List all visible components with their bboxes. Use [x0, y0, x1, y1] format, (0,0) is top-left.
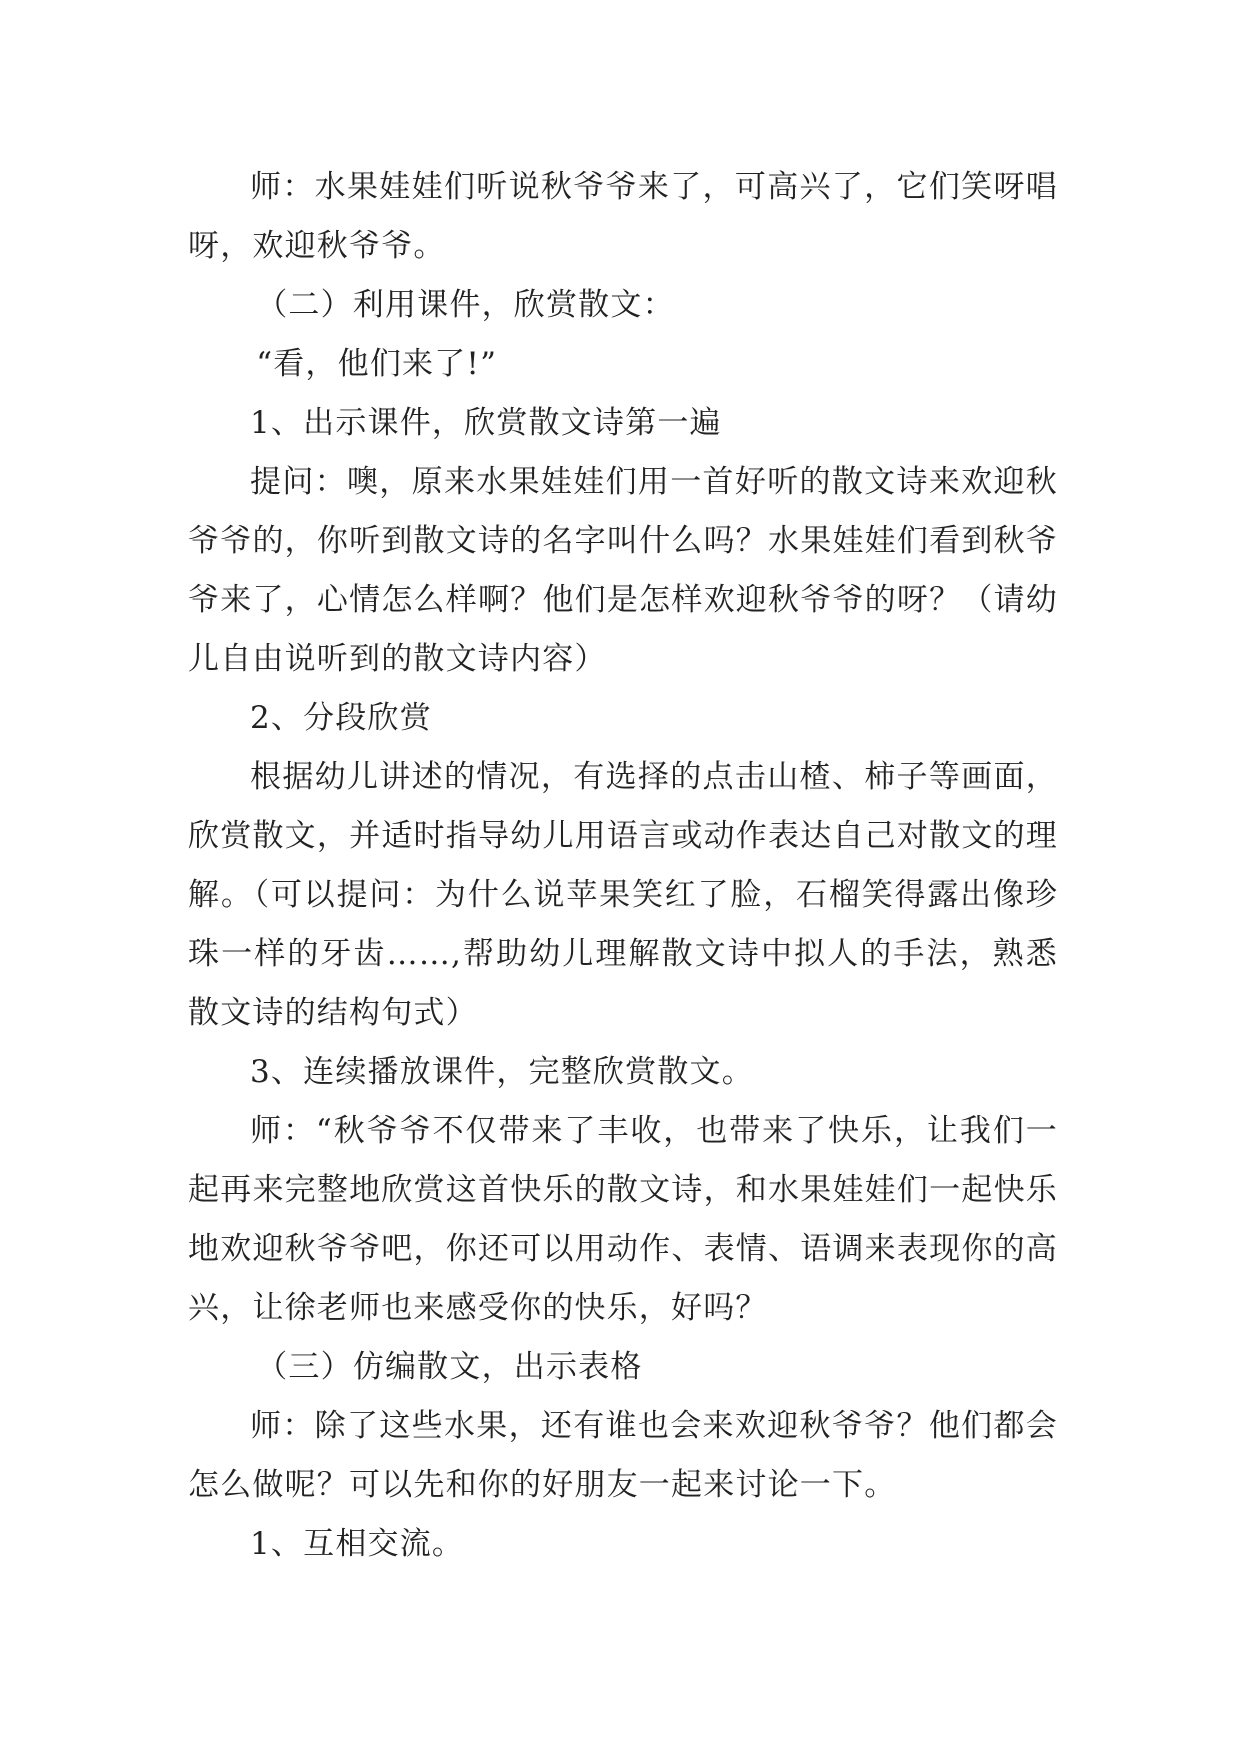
paragraph-segment-appreciation: 根据幼儿讲述的情况，有选择的点击山楂、柿子等画面，欣赏散文，并适时指导幼儿用语言或动作表达自己对散文的理解。（可以提问：为什么说苹果笑红了脸，石榴笑得露出像珍珠一样的牙齿……,帮助幼儿理解散文诗中拟人的手法，熟悉散文诗的结构句式） — [188, 759, 1058, 1031]
quote-line: “看，他们来了!” — [256, 346, 498, 382]
section-heading-3: （三）仿编散文，出示表格 — [256, 1349, 643, 1385]
paragraph-question: 提问：噢，原来水果娃娃们用一首好听的散文诗来欢迎秋爷爷的，你听到散文诗的名字叫什么吗？水果娃娃们看到秋爷爷来了，心情怎么样啊？他们是怎样欢迎秋爷爷的呀？（请幼儿自由说听到的散文诗内容） — [188, 464, 1058, 677]
section-heading-2: （二）利用课件，欣赏散文： — [256, 287, 675, 323]
step-heading-1: 1、出示课件，欣赏散文诗第一遍 — [250, 405, 722, 441]
step-heading-exchange: 1、互相交流。 — [250, 1526, 465, 1562]
step-heading-2: 2、分段欣赏 — [250, 700, 432, 736]
paragraph-teacher-intro: 师：水果娃娃们听说秋爷爷来了，可高兴了，它们笑呀唱呀，欢迎秋爷爷。 — [188, 169, 1058, 264]
step-heading-3: 3、连续播放课件，完整欣赏散文。 — [250, 1054, 754, 1090]
paragraph-teacher-discussion: 师：除了这些水果，还有谁也会来欢迎秋爷爷？他们都会怎么做呢？可以先和你的好朋友一起来讨论一下。 — [188, 1408, 1058, 1503]
document-body — [188, 158, 1058, 1574]
paragraph-teacher-invite: 师：“秋爷爷不仅带来了丰收，也带来了快乐，让我们一起再来完整地欣赏这首快乐的散文诗，和水果娃娃们一起快乐地欢迎秋爷爷吧，你还可以用动作、表情、语调来表现你的高兴，让徐老师也来感受你的快乐，好吗？ — [188, 1113, 1058, 1326]
